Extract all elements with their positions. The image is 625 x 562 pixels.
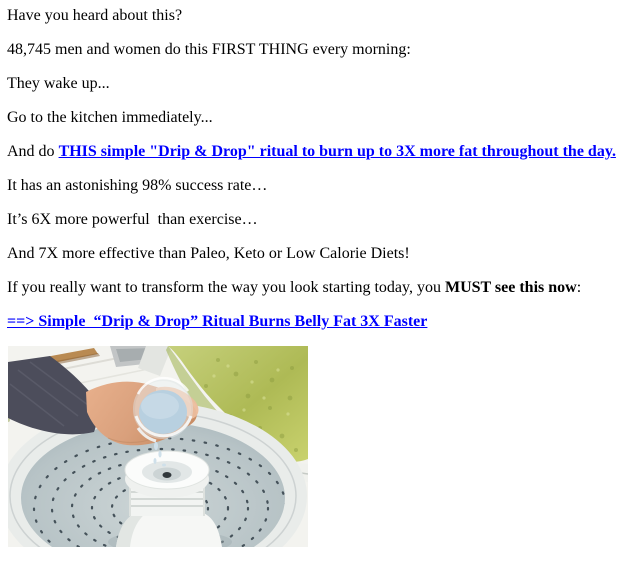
paragraph-1: Have you heard about this? <box>7 7 183 24</box>
paragraph-9 <box>7 278 625 297</box>
paragraph-10 <box>7 312 625 331</box>
paragraph-5 <box>7 142 625 161</box>
paragraph-8: And 7X more effective than Paleo, Keto or Low Calorie Diets! <box>7 245 410 262</box>
paragraph-2: 48,745 men and women do this FIRST THING every morning: <box>7 41 411 58</box>
washing-machine-illustration <box>8 346 308 547</box>
paragraph-9-prefix: If you really want to transform the way you look starting today, you <box>7 279 445 296</box>
paragraph-6: It has an astonishing 98% success rate… <box>7 177 268 194</box>
paragraph-5-prefix: And do <box>7 143 59 160</box>
paragraph-7: It’s 6X more powerful than exercise… <box>7 211 258 228</box>
must-see-this-now-text: MUST see this now <box>444 279 577 296</box>
paragraph-3: They wake up... <box>7 75 110 92</box>
photo-agitator-hole <box>163 472 172 478</box>
washing-machine-photo <box>8 346 308 547</box>
paragraph-9-suffix: : <box>576 279 582 296</box>
drip-drop-ritual-link[interactable]: THIS simple "Drip & Drop" ritual to burn up to 3X more fat throughout the day. <box>58 143 616 160</box>
paragraph-4: Go to the kitchen immediately... <box>7 109 213 126</box>
belly-fat-cta-link[interactable]: ==> Simple “Drip & Drop” Ritual Burns Belly Fat 3X Faster <box>7 313 428 330</box>
